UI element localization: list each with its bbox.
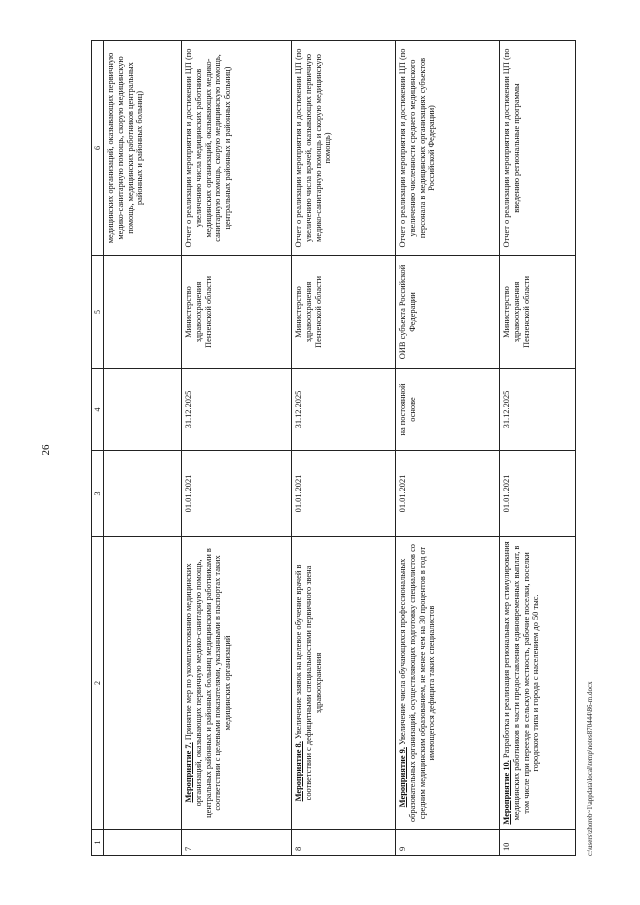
- header-cell: 1: [92, 830, 104, 856]
- result-cell: медицинских организаций, оказывающих первичную медико-санитарную помощь, скорую медицинскую помощь, медицинских работников центральных районных и районных больниц): [104, 41, 182, 256]
- table-row: [292, 41, 396, 856]
- end-date: на постоянной основе: [396, 369, 500, 451]
- table-cell: [104, 830, 182, 856]
- measure-cell: [500, 537, 576, 830]
- row-number: 10: [500, 830, 576, 856]
- measure-title: Мероприятие 7.: [184, 742, 194, 803]
- measure-text: Разработка и реализация региональных мер стимулирования медицинских работников в части предоставления единовременных выплат, в том числе при переезде в сельскую местность, рабочие поселки, поселки городского типа и города с населением до 50 тыс.: [502, 541, 541, 821]
- row-number: 8: [292, 830, 396, 856]
- table-row: [396, 41, 500, 856]
- measure-cell: [396, 537, 500, 830]
- table-row: [500, 41, 576, 856]
- result-cell: Отчет о реализации мероприятия и достижении ЦП (по увеличению численности среднего медицинского персонала в медицинских организациях субъектов Российской Федерации): [396, 41, 500, 256]
- header-cell: 4: [92, 369, 104, 451]
- executor-cell: ОИВ субъекта Российской Федерации: [396, 256, 500, 369]
- table-cell: [104, 537, 182, 830]
- measures-table: [91, 40, 576, 856]
- file-path-footer: c:\users\zhoreb~1\appdata\local\temp\notes870444\86-m.docx: [586, 681, 594, 856]
- measure-cell: [292, 537, 396, 830]
- executor-cell: Министерство здравоохранения Пензенской области: [292, 256, 396, 369]
- measure-title: Мероприятие 10.: [502, 760, 512, 825]
- executor-cell: Министерство здравоохранения Пензенской области: [500, 256, 576, 369]
- table-cell: [104, 451, 182, 537]
- end-date: 31.12.2025: [500, 369, 576, 451]
- start-date: 01.01.2021: [500, 451, 576, 537]
- header-cell: 2: [92, 537, 104, 830]
- measure-text: Принятие мер по укомплектованию медицинских организаций, оказывающих первичную медико-санитарную помощь, центральных районных и районных больниц медицинскими работниками в соответствии с целевыми показателями, указанными в паспортах таких медицинских организаций: [184, 548, 232, 818]
- header-cell: 5: [92, 256, 104, 369]
- result-cell: Отчет о реализации мероприятия и достижении ЦП (по введению региональные программы: [500, 41, 576, 256]
- header-cell: 3: [92, 451, 104, 537]
- measure-cell: [182, 537, 292, 830]
- measure-title: Мероприятие 9.: [398, 747, 408, 808]
- measure-text: Увеличение числа обучающихся профессиональных образовательных организаций, осуществляющих подготовку специалистов со средним медицинским образованием, не менее чем на 30 процентов в год от имеющегося дефицита таких специалистов: [398, 544, 437, 823]
- measure-text: Увеличение заявок на целевое обучение врачей в соответствии с дефицитными специальностями первичного звена здравоохранения: [294, 564, 323, 801]
- start-date: 01.01.2021: [292, 451, 396, 537]
- result-cell: Отчет о реализации мероприятия и достижении ЦП (по увеличению числа врачей, оказывающих первичную медико-санитарную помощь и скорую медицинскую помощь): [292, 41, 396, 256]
- end-date: 31.12.2025: [182, 369, 292, 451]
- page-number: 26: [40, 444, 52, 456]
- end-date: 31.12.2025: [292, 369, 396, 451]
- start-date: 01.01.2021: [396, 451, 500, 537]
- executor-cell: Министерство здравоохранения Пензенской области: [182, 256, 292, 369]
- table-header-row: [92, 41, 104, 856]
- header-cell: 6: [92, 41, 104, 256]
- row-number: 9: [396, 830, 500, 856]
- result-cell: Отчет о реализации мероприятия и достижении ЦП (по увеличению числа медицинских работников медицинских организаций, оказывающих медико-санитарную помощь, скорую медицинскую помощь, центральных районных и районных больниц): [182, 41, 292, 256]
- continuation-row: [104, 41, 182, 856]
- table-cell: [104, 369, 182, 451]
- measure-title: Мероприятие 8.: [294, 741, 304, 802]
- rotated-page-content: [91, 41, 586, 856]
- table-cell: [104, 256, 182, 369]
- row-number: 7: [182, 830, 292, 856]
- table-row: [182, 41, 292, 856]
- start-date: 01.01.2021: [182, 451, 292, 537]
